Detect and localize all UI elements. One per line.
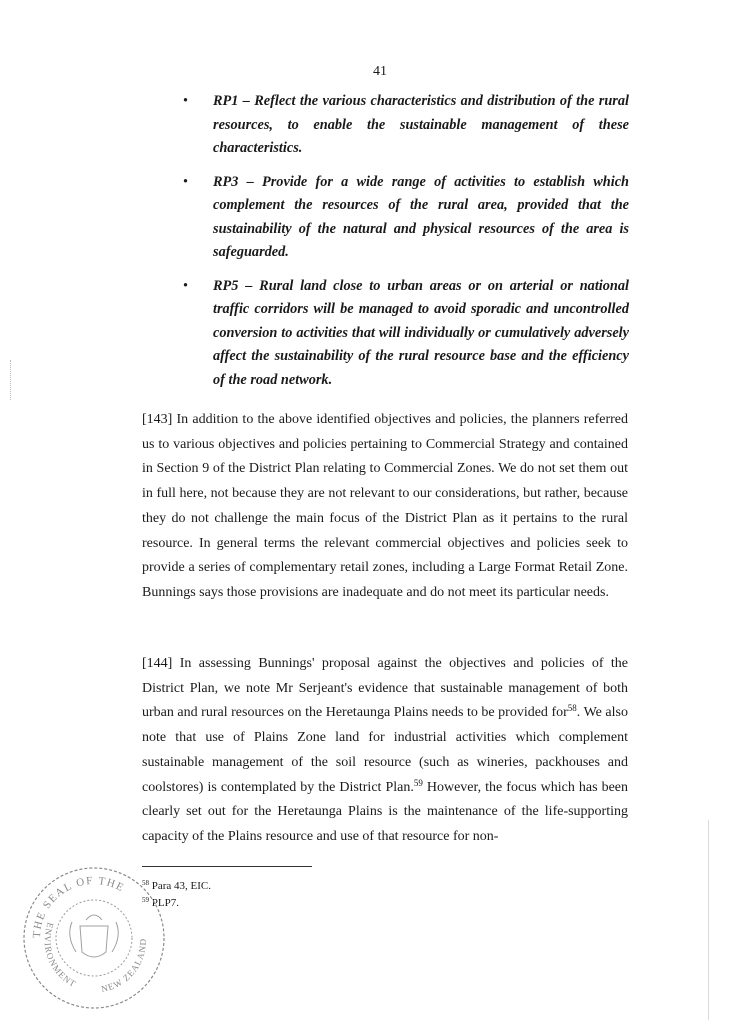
footnote-text: PLP7.	[151, 897, 179, 909]
policy-list	[183, 90, 629, 402]
policy-item-rp1	[183, 90, 629, 161]
scan-edge-dots	[10, 360, 13, 400]
paragraph-text: However, the focus which has been clearly set out for the Heretaunga Plains is the maintenance of the life-supporting capacity of the Plains resource and use of that resource for non-	[142, 779, 628, 844]
bullet-icon: •	[183, 93, 189, 109]
scan-edge-mark	[708, 820, 709, 1020]
coat-of-arms-icon	[70, 915, 119, 957]
seal-text-top: THE SEAL OF THE	[30, 874, 127, 939]
footnote-mark: 58	[142, 879, 149, 887]
bullet-icon: •	[183, 173, 189, 190]
policy-text: RP1 – Reflect the various characteristics and distribution of the rural resources, to enable the sustainable management of these characteristics.	[213, 93, 629, 156]
svg-text:NEW ZEALAND	[100, 938, 148, 994]
paragraph-number: [144]	[142, 656, 173, 671]
seal-text-left: ENVIRONMENT	[42, 921, 78, 990]
policy-text: RP5 – Rural land close to urban areas or on arterial or national traffic corridors will be managed to avoid sporadic and uncontrolled conversion to activities that will individually or cumulatively adversely affect the sustainability of the rural resource base and the efficiency of the road network.	[213, 277, 629, 388]
policy-text: RP3 – Provide for a wide range of activities to establish which complement the resources of the rural area, provided that the sustainability of the natural and physical resources of the area is safeguarded.	[213, 173, 629, 260]
paragraph-text: In addition to the above identified objectives and policies, the planners referred us to various objectives and policies pertaining to Commercial Strategy and contained in Section 9 of the District Plan relating to Commercial Zones. We do not set them out in full here, not because they are not relevant to our considerations, but rather, because they do not challenge the main focus of the District Plan as it pertains to the rural resource. In general terms the relevant commercial objectives and policies seek to provide a series of complementary retail zones, including a Large Format Retail Zone. Bunnings says those provisions are inadequate and do not meet its particular needs.	[142, 412, 629, 600]
seal-text-right: NEW ZEALAND	[100, 937, 149, 995]
paragraph-144	[142, 652, 628, 850]
bullet-icon: •	[183, 277, 189, 294]
page-number: 41	[373, 64, 387, 79]
policy-item-rp3	[183, 171, 629, 265]
footnote-mark: 59	[142, 896, 149, 904]
policy-item-rp5	[183, 275, 629, 393]
footnote-ref-59[interactable]: 59	[413, 777, 423, 788]
paragraph-text: In assessing Bunnings' proposal against the objectives and policies of the District Plan, we note Mr Serjeant's evidence that sustainable management of both urban and rural resources on the Heretaunga Plains needs to be provided for	[142, 656, 628, 721]
footnote-ref-58[interactable]: 58	[567, 703, 577, 714]
court-seal-stamp	[18, 862, 170, 1014]
paragraph-text: . We also note that use of Plains Zone land for industrial activities which complement sustainable management of the soil resource (such as wineries, packhouses and coolstores) is contemplated by the District Plan.	[142, 705, 628, 795]
paragraph-number: [143]	[142, 412, 173, 427]
footnote-text: Para 43, EIC.	[151, 880, 212, 892]
paragraph-143	[142, 408, 628, 606]
